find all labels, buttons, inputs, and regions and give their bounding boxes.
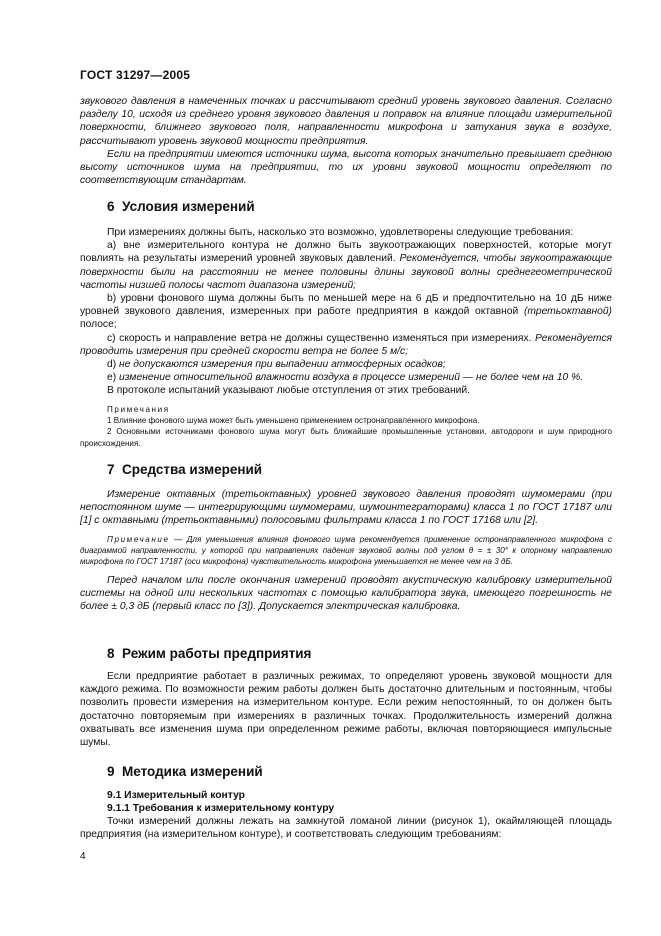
section-8-body <box>80 670 612 749</box>
notes-block <box>80 404 612 450</box>
paragraph: При измерениях должны быть, насколько это возможно, удовлетворены следующие требования: <box>107 227 574 238</box>
paragraph: В протоколе испытаний указывают любые отступления от этих требований. <box>107 385 471 397</box>
section-heading: 6 Условия измерений <box>107 199 255 214</box>
section-6 <box>80 199 612 215</box>
note-block <box>80 534 612 568</box>
paragraph: Если предприятие работает в различных режимах, то определяют уровень звуковой мощности для каждого режима. По возможности режим работы должен быть достаточно длительным и постоянным, чтобы позволить провести измерения на измерительном контуре. Если режим непостоянный, то он должен быть достаточно повторяемым при измерениях в различных точках. Продолжительность измерений должна охватывать все изменения шума при определенном режиме работы, включая повторяющиеся импульсные шумы. <box>80 671 612 749</box>
section-7-body <box>80 488 612 613</box>
note-label: Примечание <box>107 534 170 544</box>
paragraph: Если на предприятии имеются источники шума, высота которых значительно превышает среднюю высоту источников шума на предприятии, то их уровни звуковой мощности определяют по соответствующим стандартам. <box>80 148 612 187</box>
paragraph: Точки измерений должны лежать на замкнутой ломаной линии (рисунок 1), окаймляющей площадь предприятия (на измерительном контуре), и соответствовать следующим требованиям: <box>80 816 612 841</box>
subsection-heading: 9.1.1 Требования к измерительному контуру <box>107 802 335 814</box>
section-8 <box>80 646 612 662</box>
paragraph: звукового давления в намеченных точках и рассчитывают средний уровень звукового давления. Согласно разделу 10, исходя из среднего уровня звукового давления и поправок на влияние площади измерительной поверхности, ближнего звукового поля, направленности микрофона и затухания звука в воздухе, рассчитывают уровень звуковой мощности предприятия. <box>80 96 612 147</box>
list-item: c) скорость и направление ветра не должны существенно изменяться при измерениях. Рекомендуется проводить измерения при средней скорости ветра не более 5 м/с; <box>80 332 612 357</box>
list-item: d) не допускаются измерения при выпадении атмосферных осадков; <box>107 359 446 371</box>
section-heading: 8 Режим работы предприятия <box>107 646 312 661</box>
section-heading: 9 Методика измерений <box>107 764 263 779</box>
section-6-body <box>80 226 612 449</box>
note-text: — Для уменьшения влияния фонового шума рекомендуется применение остронаправленного микрофона с диаграммой направленности, у которой при направлениях падения звуковой волны под углом θ = ± 30° к опорному направлению микрофона по ГОСТ 17187 (оси микрофона) чувствительность микрофона уменьшается не менее чем на 3 дБ. <box>80 534 612 567</box>
notes-label: Примечания <box>107 404 170 414</box>
page-number: 4 <box>80 851 86 862</box>
section-7 <box>80 462 612 478</box>
list-item: b) уровни фонового шума должны быть по меньшей мере на 6 дБ и предпочтительно на 10 дБ ниже уровней звукового давления, измеренных при работе предприятия в каждой октавной (третьоктавной) полосе; <box>80 293 612 331</box>
section-9 <box>80 764 612 780</box>
intro-block <box>80 95 612 187</box>
list-item: a) вне измерительного контура не должно быть звукоотражающих поверхностей, которые могут повлиять на результаты измерений уровней звуковых давлений. Рекомендуется, чтобы звукоотражающие поверхности были на расстоянии не менее половины длины звуковой волны среднегеометрической частоты низшей полосы частот диапазона измерений; <box>80 240 612 291</box>
note: 1 Влияние фонового шума может быть уменьшено применением остронаправленного микрофона. <box>107 416 480 426</box>
paragraph: Перед началом или после окончания измерений проводят акустическую калибровку измерительной системы на одной или нескольких частотах с помощью калибратора звука, имеющего погрешность не более ± 0,3 дБ (первый класс по [3]). Допускается электрическая калибровка. <box>80 574 612 613</box>
section-heading: 7 Средства измерений <box>107 462 263 477</box>
paragraph: Измерение октавных (третьоктавных) уровней звукового давления проводят шумомерами (при непостоянном шуме — интегрирующими шумомерами, шумоинтеграторами) класса 1 по ГОСТ 17187 или [1] с октавными (третьоктавными) полосовыми фильтрами класса 1 по ГОСТ 17168 или [2]. <box>80 489 612 527</box>
section-9-body <box>80 790 612 842</box>
subsection-heading: 9.1 Измерительный контур <box>107 790 245 801</box>
list-item: e) изменение относительной влажности воздуха в процессе измерений — не более чем на 10 %. <box>107 372 584 384</box>
document-code: ГОСТ 31297—2005 <box>80 68 191 82</box>
note: 2 Основными источниками фонового шума могут быть ближайшие промышленные установки, автодороги и шум природного происхождения. <box>80 427 612 448</box>
